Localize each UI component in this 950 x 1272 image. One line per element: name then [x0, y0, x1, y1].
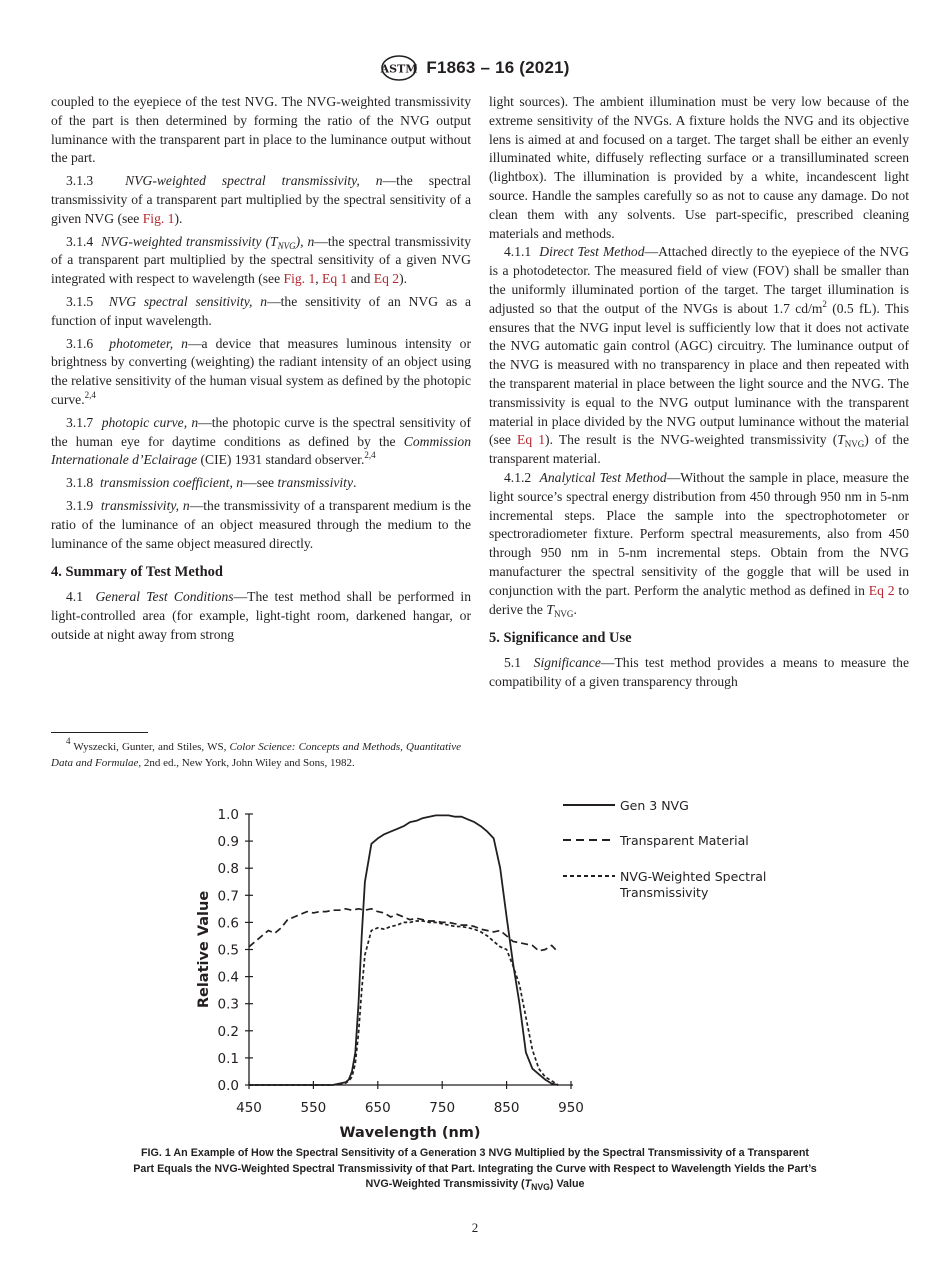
left-column [51, 93, 471, 649]
x-tick-label: 450 [236, 1100, 262, 1116]
definition-3-1-9: 3.1.9 transmissivity, n—the transmissivity of a transparent medium is the ratio of the luminance of an object measured through the medium to the luminance of the same object measured directly. [51, 497, 472, 551]
footnote-4: $^4$ Wyszecki, Gunter, and Stiles, WS, Color Science: Concepts and Methods, Quantitative Data and Formulae, 2nd ed., New York, John Wiley and Sons, 1982. [51, 736, 461, 769]
y-tick-label: 0.3 [217, 996, 239, 1013]
term: Analytical Test Method [539, 469, 667, 485]
series-line [249, 815, 558, 1085]
eq-1-link[interactable]: Eq 1 [322, 271, 348, 287]
x-tick-label: 850 [493, 1100, 520, 1116]
x-axis-label: Wavelength (nm) [339, 1125, 481, 1141]
paragraph-4-1-2: 4.1.2 Analytical Test Method—Without the sample in place, measure the light source’s spectral energy distribution from 450 through 950 nm in 5-nm incremental steps. Place the sample into the spectrophotometer or spectroradiometer fixture. Perform spectral measurements, also from 450 through 950 nm in 5-nm incremental steps. Obtain from the NVG manufacturer the spectral sensitivity of the goggle that will be used in conjunction with the part. Perform the analytic method as defined in Eq 2 to derive the $T_{NVG}$. [489, 469, 909, 619]
y-tick-label: 0.8 [217, 861, 239, 878]
section-4-heading: 4. Summary of Test Method [51, 564, 223, 581]
x-tick-label: 950 [558, 1100, 584, 1116]
footnote-ref[interactable]: 2,4 [84, 389, 96, 400]
definition-3-1-7: 3.1.7 photopic curve, n—the photopic curve is the spectral sensitivity of the human eye for daytime conditions as defined by the Commission Internationale d’Eclairage (CIE) 1931 standard observer.$^{2,4}$ [51, 414, 471, 468]
term: transmission coefficient, n [99, 475, 244, 491]
paragraph: light sources). The ambient illumination must be very low because of the extreme sensitivity of the NVGs. A fixture holds the NVG and its objective lens is aimed at and focused on a target. The target shall be either an evenly illuminated white, diffusely reflecting surface or a transilluminated screen (lightbox). The illumination is provided by a white, incandescent light source. Handle the samples carefully so as not to cause any damage. Do not clean them with any solvents. Use part-specific, prescribed cleaning materials and methods. [489, 94, 909, 241]
y-tick-label: 0.5 [217, 942, 239, 959]
term: NVG spectral sensitivity, n [108, 293, 268, 309]
eq-2-link[interactable]: Eq 2 [373, 271, 400, 287]
page-number: 2 [471, 1220, 479, 1235]
section-5-heading: 5. Significance and Use [489, 630, 632, 647]
astm-logo-icon [380, 55, 418, 81]
paragraph-5-1: 5.1 Significance—This test method provides a means to measure the compatibility of a given transparency through [489, 655, 909, 689]
y-tick-label: 1.0 [217, 807, 239, 823]
y-tick-label: 0.6 [217, 915, 239, 932]
series-line [249, 921, 558, 1085]
footnote-ref[interactable]: 2,4 [364, 450, 376, 461]
figure-1-caption: FIG. 1 An Example of How the Spectral Sensitivity of a Generation 3 NVG Multiplied by the Spectral Transmissivity of a Transparent Part Equals the NVG-Weighted Spectral Transmissivity of that Part. Integrating the Curve with Respect to Wavelength Yields the Part’s NVG-Weighted Transmissivity $(T_{NVG})$ Value [133, 1147, 817, 1192]
x-tick-label: 650 [364, 1100, 391, 1116]
legend-label: Transparent Material [620, 833, 749, 848]
x-tick-label: 750 [429, 1100, 456, 1116]
document-designation: F1863 – 16 (2021) [426, 58, 570, 77]
paragraph: coupled to the eyepiece of the test NVG. The NVG-weighted transmissivity of the part is then determined by forming the ratio of the NVG output luminance with the transparent part in place to the luminance output without the part. [51, 94, 471, 166]
definition-3-1-4: 3.1.4 NVG-weighted transmissivity $(T_{NVG})$, n—the spectral transmissivity of a transparent part multiplied by the spectral sensitivity of a given NVG integrated with respect to wavelength (see Fig. 1, Eq 1 and Eq 2). [51, 233, 472, 287]
definition-3-1-6: 3.1.6 photometer, n—a device that measures luminous intensity or brightness by converting (weighting) the radiant intensity of an object using the relative sensitivity of the human visual system as defined by the photopic curve.$^{2,4}$ [51, 335, 472, 407]
fig-1-link[interactable]: Fig. 1 [142, 210, 175, 226]
legend-label: NVG-Weighted Spectral [620, 869, 767, 884]
definition-3-1-8: 3.1.8 transmission coefficient, n—see transmissivity. [66, 475, 357, 491]
y-tick-label: 0.9 [217, 834, 239, 851]
page-header [0, 55, 950, 81]
y-axis-label: Relative Value [196, 890, 212, 1009]
footnote-divider [51, 732, 148, 733]
y-tick-label: 0.0 [217, 1078, 239, 1094]
term: NVG-weighted transmissivity $(T_{NVG})$, n [101, 233, 315, 251]
svg-text:ASTM: ASTM [380, 62, 418, 76]
term: General Test Conditions [95, 589, 234, 605]
term: Direct Test Method [539, 244, 645, 260]
definition-3-1-3: 3.1.3 NVG-weighted spectral transmissivity, n—the spectral transmissivity of a transparent part multiplied by the spectral sensitivity of a given NVG (see Fig. 1). [51, 173, 472, 226]
eq-1-link[interactable]: Eq 1 [517, 432, 546, 448]
y-tick-label: 0.2 [217, 1023, 239, 1040]
figure-1-chart [180, 790, 780, 1150]
eq-2-link[interactable]: Eq 2 [868, 582, 895, 598]
term: Significance [533, 655, 601, 671]
definition-3-1-5: 3.1.5 NVG spectral sensitivity, n—the sensitivity of an NVG as a function of input wavelength. [51, 293, 472, 328]
fig-1-link[interactable]: Fig. 1 [283, 271, 316, 287]
right-column [489, 93, 909, 696]
series-line [249, 909, 558, 952]
y-tick-label: 0.7 [217, 888, 239, 905]
legend-label: Gen 3 NVG [620, 798, 689, 813]
y-tick-label: 0.4 [217, 969, 239, 986]
spectral-chart [180, 790, 780, 1150]
paragraph-4-1-1: 4.1.1 Direct Test Method—Attached directly to the eyepiece of the NVG is a photodetector. The measured field of view (FOV) shall be smaller than the uniformly illuminated portion of the target. The target illumination is adjusted so that the output of the NVGs is about 1.7 $cd/m^2$ (0.5 fL). This ensures that the NVG input level is sufficiently low that it does not activate the NVG automatic gain control (AGC) circuitry. The luminance output of the NVG is measured with no transparency in place and then repeated with the transparent material in place between the light source and the NVG. The transmissivity is equal to the NVG output luminance with the transparent material in place divided by the NVG output luminance without the material (see Eq 1). The result is the NVG-weighted transmissivity $(T_{NVG})$ of the transparent material. [489, 244, 910, 467]
legend-label: Transmissivity [620, 885, 709, 900]
paragraph-4-1: 4.1 General Test Conditions—The test method shall be performed in light-controlled area (for example, light-tight room, darkened hangar, or outside at night away from strong [51, 589, 472, 642]
term: NVG-weighted spectral transmissivity, n [125, 173, 383, 189]
x-tick-label: 550 [300, 1100, 327, 1116]
term: transmissivity, n [100, 497, 190, 513]
y-tick-label: 0.1 [217, 1050, 239, 1067]
term: photometer, n [109, 335, 188, 351]
term: photopic curve, n [101, 414, 199, 430]
